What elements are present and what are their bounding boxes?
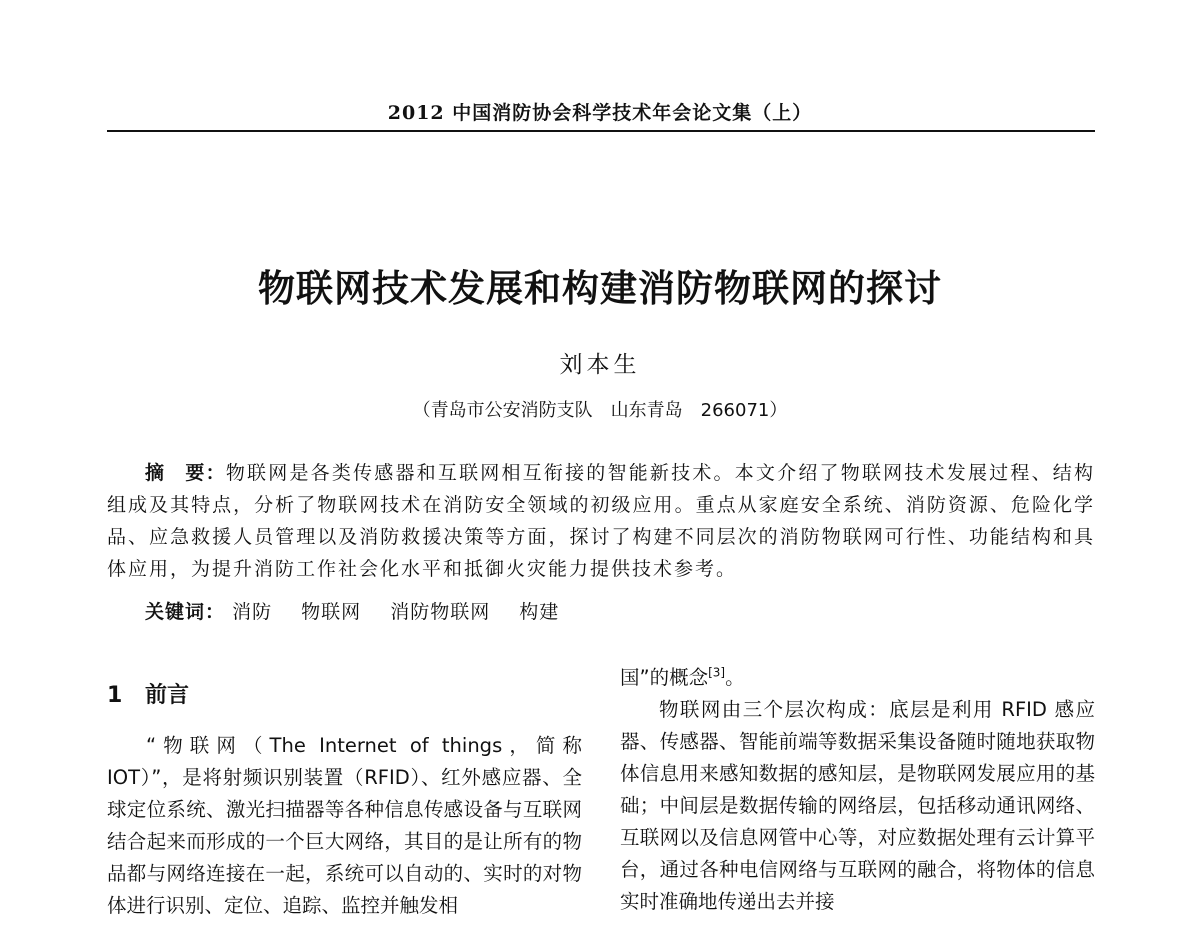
continuation-fragment: 国”的概念: [620, 666, 709, 689]
iot-layers-paragraph: 物联网由三个层次构成：底层是利用 RFID 感应器、传感器、智能前端等数据采集设备随时随地获取物体信息用来感知数据的感知层，是物联网发展应用的基础；中间层是数据传输的网络层，包括移动通讯网络、互联网以及信息网管中心等，对应数据处理有云计算平台，通过各种电信网络与互联网的融合，将物体的信息实时准确地传递出去并接: [620, 698, 1095, 913]
section-heading: [107, 680, 582, 712]
abstract: [107, 457, 1095, 585]
continuation-end: 。: [725, 666, 745, 689]
citation-ref: [3]: [708, 665, 726, 680]
section-number: 1: [107, 683, 123, 708]
author-affiliation: （青岛市公安消防支队 山东青岛 266071）: [412, 400, 788, 421]
keywords-label: 关键词：: [145, 601, 226, 623]
abstract-label: 摘 要：: [145, 462, 226, 484]
keyword-item: 构建: [519, 601, 560, 623]
continuation-text: [620, 662, 1095, 694]
keyword-item: 物联网: [301, 601, 362, 623]
abstract-text: 物联网是各类传感器和互联网相互衔接的智能新技术。本文介绍了物联网技术发展过程、结构组成及其特点，分析了物联网技术在消防安全领域的初级应用。重点从家庭安全系统、消防资源、危险化学品、应急救援人员管理以及消防救援决策等方面，探讨了构建不同层次的消防物联网可行性、功能结构和具体应用，为提升消防工作社会化水平和抵御火灾能力提供技术参考。: [107, 462, 1095, 580]
author-name: 刘本生: [559, 352, 641, 378]
section-paragraph: “物联网（The Internet of things，简称 IOT）”，是将射频识别装置（RFID）、红外感应器、全球定位系统、激光扫描器等各种信息传感设备与互联网结合起来而形成的一个巨大网络，其目的是让所有的物品都与网络连接在一起，系统可以自动的、实时的对物体进行识别、定位、追踪、监控并触发相: [107, 734, 582, 917]
paper-title: 物联网技术发展和构建消防物联网的探讨: [258, 266, 942, 310]
keyword-item: 消防: [232, 601, 273, 623]
section-title: 前言: [145, 683, 190, 708]
header-rule: [107, 130, 1095, 132]
left-column: [107, 680, 582, 922]
running-header: 2012 中国消防协会科学技术年会论文集（上）: [387, 102, 813, 124]
right-column: [620, 662, 1095, 918]
keyword-item: 消防物联网: [390, 601, 491, 623]
keywords: [145, 597, 581, 624]
